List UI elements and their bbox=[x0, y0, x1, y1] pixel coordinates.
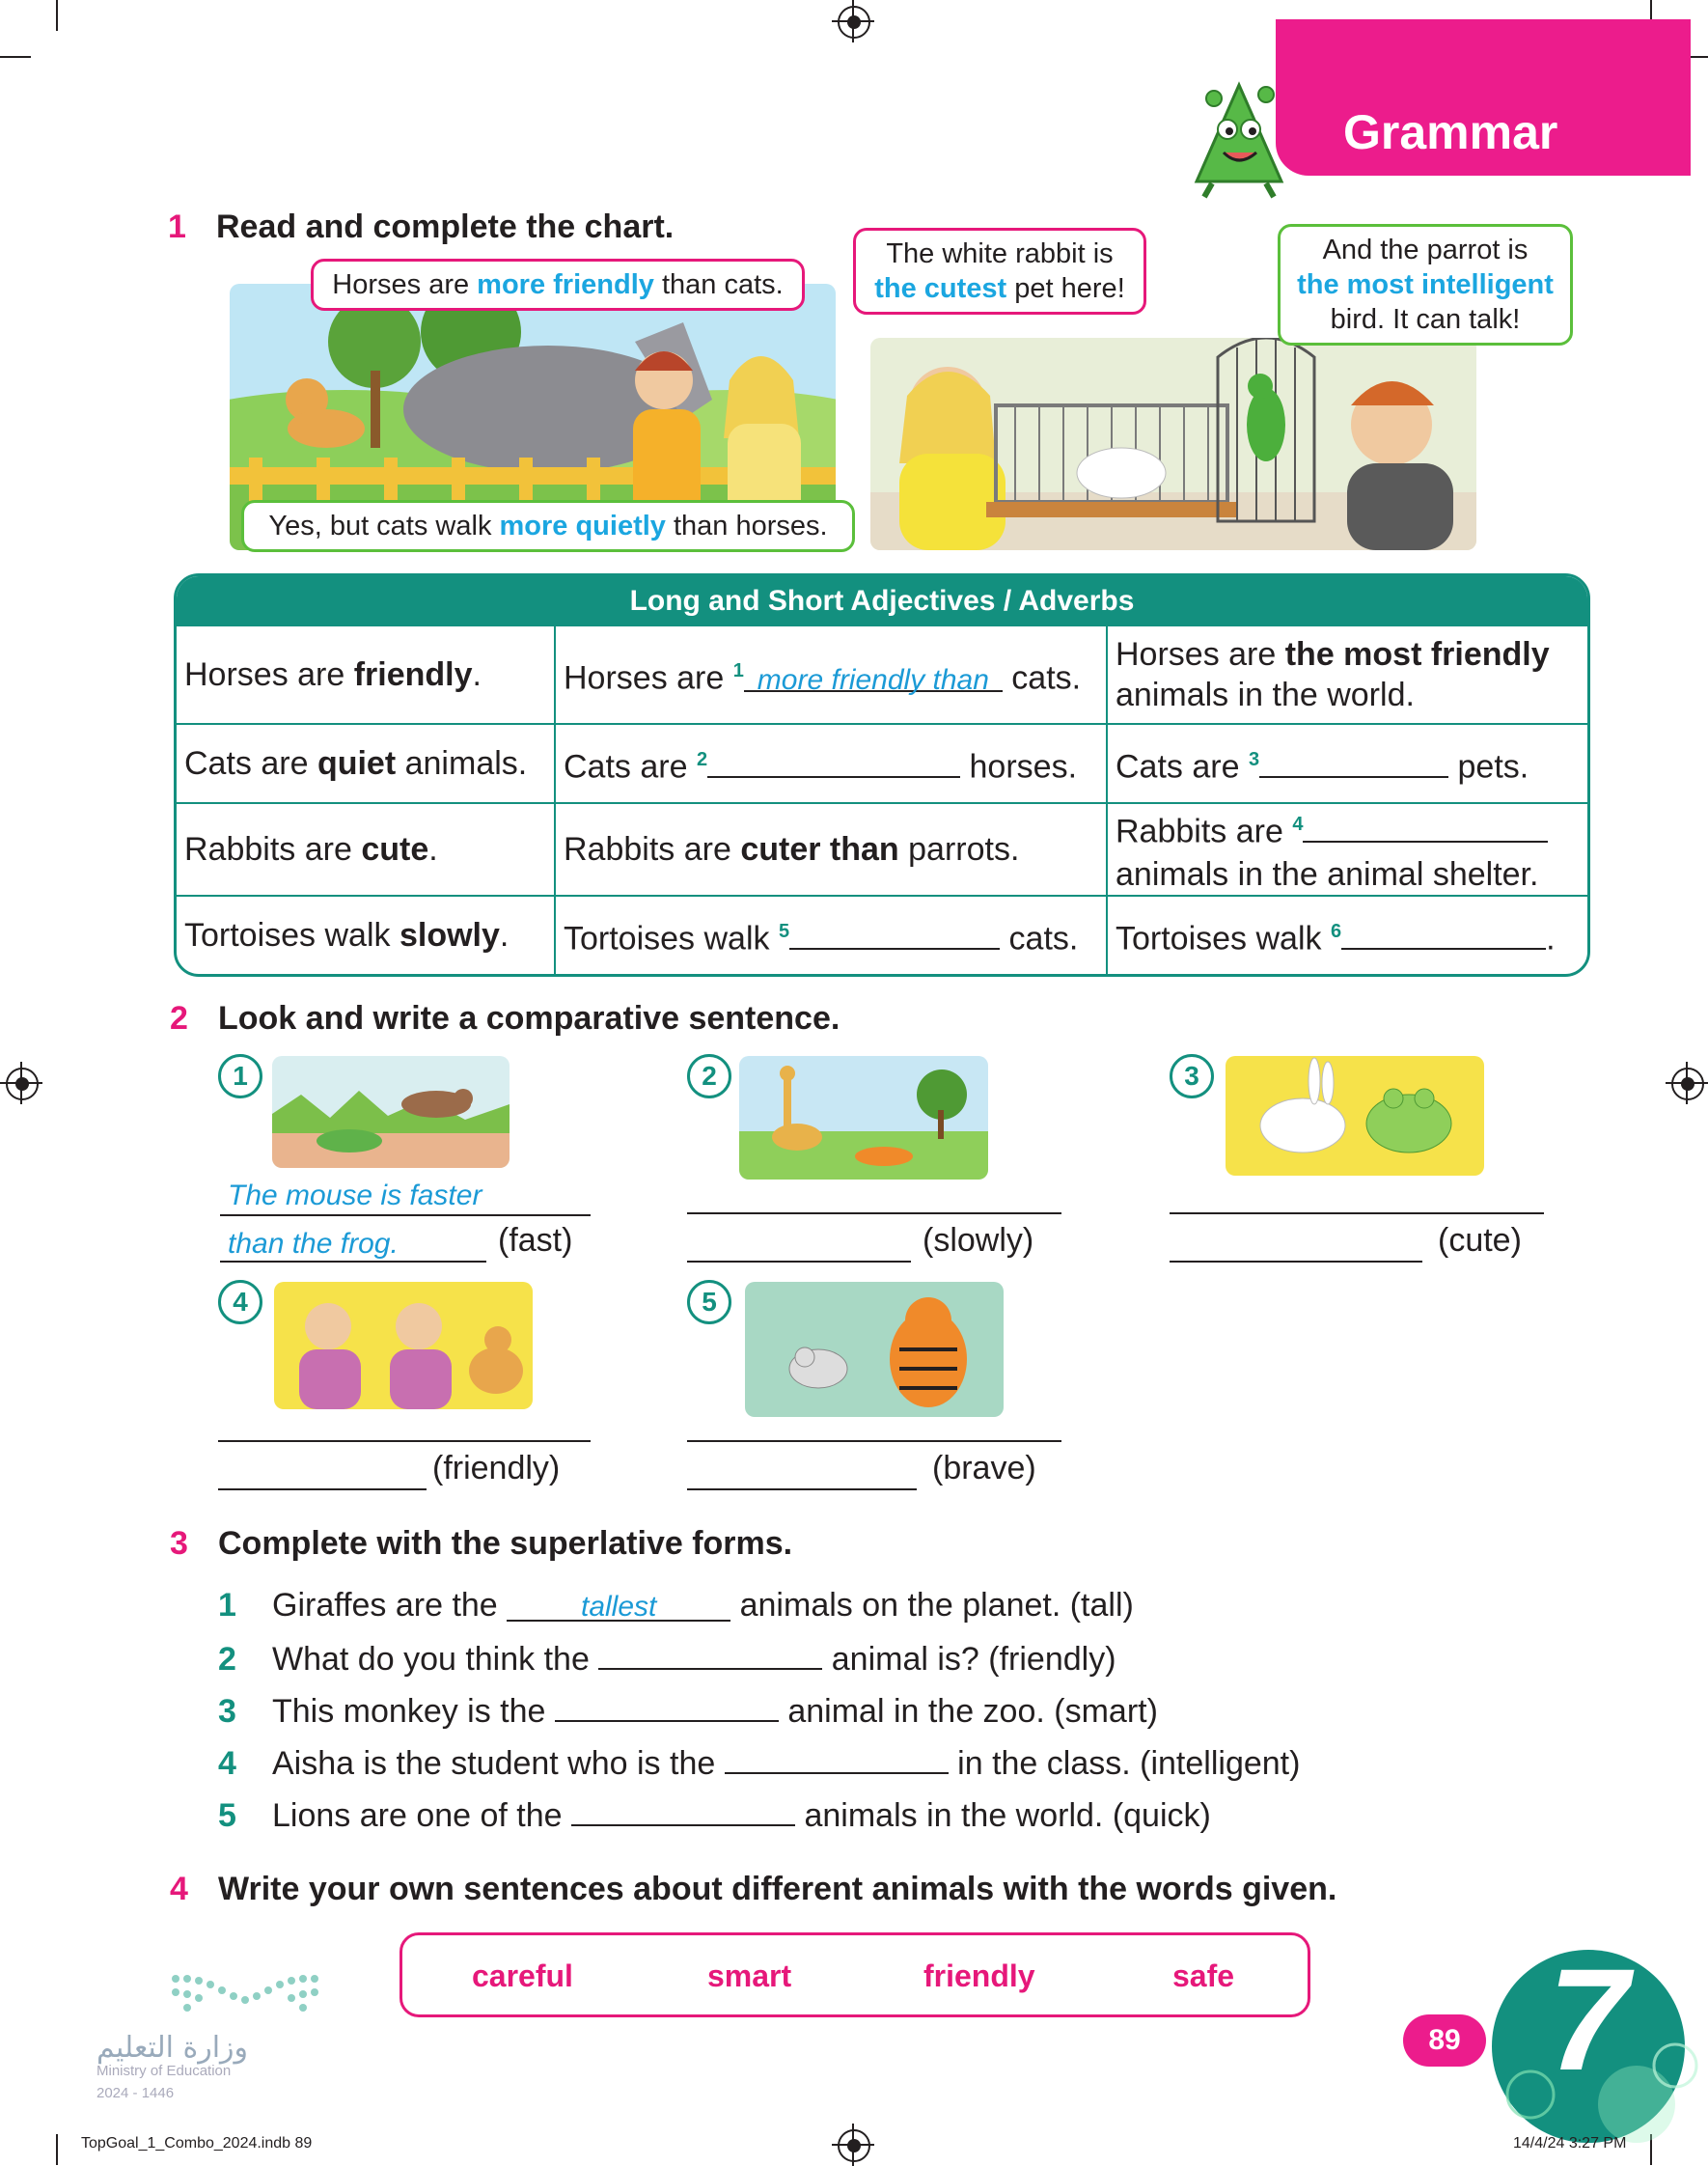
item-number: 5 bbox=[687, 1280, 731, 1324]
crop-mark bbox=[0, 56, 31, 58]
answer-field[interactable]: more friendly than bbox=[744, 661, 1003, 692]
answer-field[interactable]: tallest bbox=[507, 1591, 730, 1622]
table-cell: Rabbits are cuter than parrots. bbox=[564, 831, 1020, 868]
word-hint: (slowly) bbox=[923, 1222, 1034, 1259]
exercise-number: 2 bbox=[170, 1000, 188, 1037]
table-cell: Tortoises walk slowly. bbox=[184, 917, 510, 954]
mascot-icon bbox=[1185, 75, 1293, 201]
answer-field[interactable] bbox=[571, 1795, 795, 1826]
page-number: 89 bbox=[1403, 2014, 1486, 2067]
illustration-mouse-frog bbox=[272, 1056, 510, 1168]
word-hint: (fast) bbox=[498, 1222, 573, 1259]
answer-field[interactable] bbox=[725, 1743, 949, 1774]
exercise-instruction: Write your own sentences about different animals with the words given. bbox=[218, 1871, 1337, 1907]
table-cell: Rabbits are cute. bbox=[184, 831, 438, 868]
word-hint: (friendly) bbox=[432, 1450, 561, 1486]
answer-field[interactable] bbox=[598, 1639, 822, 1670]
answer-field[interactable] bbox=[1303, 812, 1548, 843]
speech-bubble: The white rabbit is the cutest pet here! bbox=[853, 228, 1146, 315]
unit-number: 7 bbox=[1548, 1938, 1629, 2100]
item-number: 1 bbox=[218, 1054, 262, 1098]
illustration-giraffe-tiger bbox=[739, 1056, 988, 1180]
table-cell: Cats are $^2$ horses. bbox=[564, 748, 1078, 786]
ministry-name-en: Ministry of Education bbox=[96, 2063, 232, 2079]
list-item: 3 This monkey is the animal in the zoo. (smart) bbox=[218, 1693, 1158, 1730]
answer-field[interactable] bbox=[555, 1691, 779, 1722]
word-item: careful bbox=[472, 1958, 573, 1993]
list-item: 1 Giraffes are the tallest animals on the planet. (tall) bbox=[218, 1587, 1134, 1624]
registration-mark-icon bbox=[6, 1068, 39, 1100]
item-number: 2 bbox=[687, 1054, 731, 1098]
answer-field[interactable] bbox=[789, 919, 1000, 950]
list-item: 2 What do you think the animal is? (friendly) bbox=[218, 1641, 1116, 1678]
item-number: 4 bbox=[218, 1280, 262, 1324]
word-item: smart bbox=[707, 1958, 792, 1993]
exercise-number: 4 bbox=[170, 1871, 188, 1907]
illustration-mouse-tiger bbox=[745, 1282, 1004, 1417]
ministry-name-ar: وزارة التعليم bbox=[96, 2031, 249, 2065]
table-cell: Horses are friendly. bbox=[184, 656, 482, 693]
answer-text: The mouse is faster bbox=[228, 1180, 482, 1211]
ministry-logo-icon bbox=[166, 1969, 320, 2021]
answer-field[interactable] bbox=[1341, 919, 1546, 950]
section-title: Grammar bbox=[1343, 105, 1558, 159]
list-item: 4 Aisha is the student who is the in the class. (intelligent) bbox=[218, 1745, 1301, 1782]
list-item: 5 Lions are one of the animals in the world. (quick) bbox=[218, 1797, 1211, 1834]
speech-bubble: And the parrot is the most intelligent bird. It can talk! bbox=[1278, 224, 1573, 346]
registration-mark-icon bbox=[838, 6, 870, 39]
print-file-info: TopGoal_1_Combo_2024.indb 89 bbox=[81, 2135, 313, 2152]
word-item: safe bbox=[1172, 1958, 1235, 1993]
table-cell: Rabbits are $^4$ animals in the animal shelter. bbox=[1108, 804, 1587, 895]
illustration-pet-shelter-scene bbox=[870, 338, 1476, 550]
exercise-instruction: Read and complete the chart. bbox=[216, 208, 675, 245]
answer-text: than the frog. bbox=[228, 1228, 399, 1260]
illustration-rabbit-frog bbox=[1226, 1056, 1484, 1176]
item-number: 3 bbox=[1170, 1054, 1214, 1098]
table-cell: Tortoises walk $^5$ cats. bbox=[564, 920, 1079, 958]
exercise-instruction: Look and write a comparative sentence. bbox=[218, 1000, 840, 1037]
exercise-number: 1 bbox=[168, 208, 186, 245]
grammar-chart bbox=[174, 573, 1590, 977]
speech-bubble: Yes, but cats walk more quietly than horses. bbox=[241, 500, 855, 552]
exercise-number: 3 bbox=[170, 1525, 188, 1562]
word-hint: (cute) bbox=[1438, 1222, 1522, 1259]
answer-field[interactable] bbox=[707, 747, 960, 778]
illustration-girls-cats bbox=[274, 1282, 533, 1409]
table-cell: Cats are $^3$ pets. bbox=[1116, 748, 1529, 786]
speech-bubble: Horses are more friendly than cats. bbox=[311, 259, 805, 311]
print-date-info: 14/4/24 3:27 PM bbox=[1513, 2135, 1627, 2152]
registration-mark-icon bbox=[838, 2129, 870, 2162]
registration-mark-icon bbox=[1671, 1068, 1704, 1100]
crop-mark bbox=[56, 0, 58, 31]
answer-field[interactable] bbox=[1259, 747, 1448, 778]
table-cell: Horses are $^1$ more friendly than cats. bbox=[564, 659, 1082, 697]
word-box bbox=[399, 1932, 1310, 2017]
ministry-year: 2024 - 1446 bbox=[96, 2085, 175, 2101]
table-cell: Horses are the most friendly animals in the world. bbox=[1116, 636, 1550, 713]
chart-title: Long and Short Adjectives / Adverbs bbox=[177, 576, 1587, 626]
table-cell: Cats are quiet animals. bbox=[184, 745, 528, 782]
word-hint: (brave) bbox=[932, 1450, 1036, 1486]
table-cell: Tortoises walk $^6$ . bbox=[1116, 920, 1556, 958]
word-item: friendly bbox=[923, 1958, 1035, 1993]
exercise-instruction: Complete with the superlative forms. bbox=[218, 1525, 793, 1562]
crop-mark bbox=[56, 2134, 58, 2165]
